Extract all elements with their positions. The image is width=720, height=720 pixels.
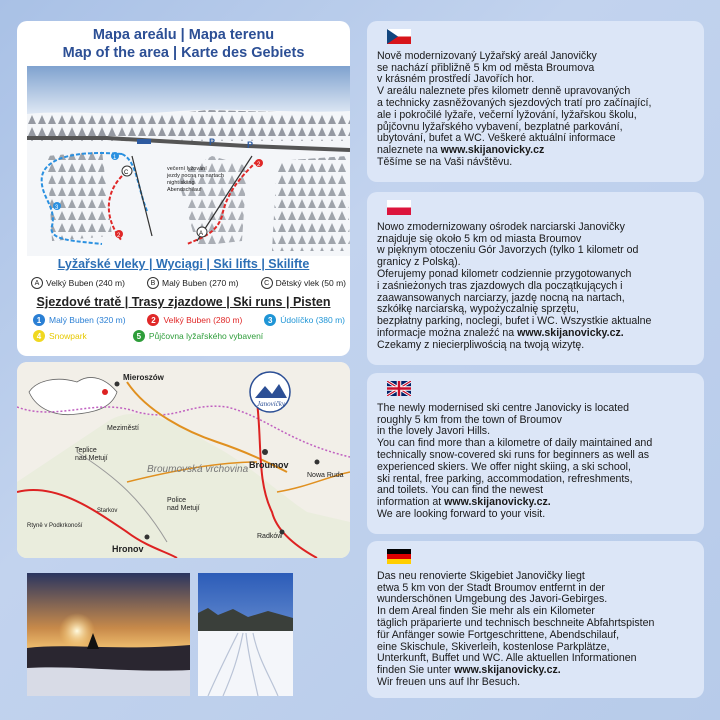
panel-czech xyxy=(367,21,704,182)
svg-text:nad Metují: nad Metují xyxy=(75,455,108,462)
svg-text:nad Metují: nad Metují xyxy=(167,505,200,512)
text-polish: Nowo zmodernizowany ośrodek narciarski Janovičky znajduje się około 5 km od miasta Broumov w pięknym otoczeniu Gór Javorzych (tylko 1 kilometr od granicy z Polską). Oferujemy ponad kilometr codziennie przygotowanych i zaśnieżonych tras zjazdowych dla początkujących i zaawansowanych narciarzy, jazdę nocną na nartach, szkółkę narciarską, wypożyczalnię sprzętu, bezpłatny parking, noclegi, bufet i WC. Wszystkie aktualne informacje można znaleźć na www.skijanovicky.cz. Czekamy z niecierpliwością na twoją wizytę. xyxy=(377,220,652,351)
svg-text:P: P xyxy=(209,137,216,147)
sunset-photo xyxy=(27,573,190,696)
svg-text:Teplice: Teplice xyxy=(75,447,97,454)
german-flag-icon xyxy=(387,549,411,564)
lift-item-c: C Dětský vlek (50 m) xyxy=(261,277,346,289)
piste-map xyxy=(27,66,350,256)
polish-flag-icon xyxy=(387,200,411,215)
region-map xyxy=(17,362,350,558)
run-item-3: 3 Údolíčko (380 m) xyxy=(264,314,345,326)
run-item-2: 2 Velký Buben (280 m) xyxy=(147,314,242,326)
link-czech[interactable]: www.skijanovicky.cz xyxy=(440,144,545,157)
svg-text:Starkov: Starkov xyxy=(97,508,118,514)
uk-flag-icon xyxy=(387,381,411,396)
run-item-5: 5 Půjčovna lyžařského vybavení xyxy=(133,330,263,342)
link-polish[interactable]: www.skijanovicky.cz. xyxy=(517,326,624,339)
run-item-4: 4 Snowpark xyxy=(33,330,87,342)
text-german: Das neu renovierte Skigebiet Janovičky liegt etwa 5 km von der Stadt Broumov entfernt in der wunderschönen Umgebung des Javori-Gebirges. In dem Areal finden Sie mehr als ein Kilometer täglich präparierte und technisch beschneite Abfahrtspisten für Anfänger sowie Fortgeschrittene, Abendschilauf, eine Skischule, Skiverleih, kostenlose Parkplätze, Unterkunft, Buffet und WC. Alle aktuellen Informationen finden Sie unter www.skijanovicky.cz. Wir freuen uns auf Ihr Besuch. xyxy=(377,569,655,688)
czech-flag-icon xyxy=(387,29,411,44)
svg-text:C: C xyxy=(124,170,129,176)
svg-text:3: 3 xyxy=(55,205,59,211)
svg-text:večerní lyžování jezdy n: večerní lyžování jezdy nocną na nartach night skiing Abendschilauf xyxy=(167,166,224,193)
lift-item-a: A Velký Buben (240 m) xyxy=(31,277,125,289)
svg-text:Hronov: Hronov xyxy=(112,544,144,554)
svg-text:Broumovská vrchovina: Broumovská vrchovina xyxy=(147,464,249,475)
svg-text:1: 1 xyxy=(113,155,117,161)
map-title: Mapa areálu | Mapa terenu Map of the area | Karte des Gebiets xyxy=(62,27,305,61)
svg-text:2: 2 xyxy=(257,162,261,168)
piste-map-panel xyxy=(17,21,350,356)
svg-text:A: A xyxy=(199,231,204,237)
panel-polish xyxy=(367,192,704,365)
panel-german xyxy=(367,541,704,698)
svg-text:Meziměstí: Meziměstí xyxy=(107,425,139,432)
svg-text:Radków: Radków xyxy=(257,533,283,540)
runs-title: Sjezdové tratě | Trasy zjazdowe | Ski runs | Pisten xyxy=(36,295,331,309)
svg-text:Police: Police xyxy=(167,497,187,504)
region-map-svg xyxy=(17,362,350,558)
panel-english xyxy=(367,373,704,534)
lifts-title: Lyžařské vleky | Wyciągi | Ski lifts | Skilifte xyxy=(57,257,310,271)
ski-tracks-photo xyxy=(198,573,293,696)
svg-text:Mieroszów: Mieroszów xyxy=(123,373,164,382)
svg-text:Rtyně v Podkrkonoší: Rtyně v Podkrkonoší xyxy=(27,523,83,529)
runs-legend xyxy=(33,314,345,346)
svg-text:P: P xyxy=(247,140,254,150)
text-english: The newly modernised ski centre Janovicky is located roughly 5 km from the town of Broumov in the lovely Javori Hills. You can find more than a kilometre of daily maintained and technically snow-covered ski runs for beginners as well as experienced skiers. We offer night skiing, a ski school, ski rental, free parking, accommodation, refreshments, and toilets. You can find the newest information at www.skijanovicky.cz. We are looking forward to your visit. xyxy=(377,401,653,520)
link-german[interactable]: www.skijanovicky.cz. xyxy=(454,664,561,677)
svg-text:2: 2 xyxy=(117,233,121,239)
lift-item-b: B Malý Buben (270 m) xyxy=(147,277,239,289)
svg-text:Nowa Ruda: Nowa Ruda xyxy=(307,472,344,479)
svg-text:Janovičky: Janovičky xyxy=(257,400,285,408)
lifts-legend xyxy=(31,277,346,289)
text-czech: Nově modernizovaný Lyžařský areál Janovičky se nachází přibližně 5 km od města Broumova v krásném prostředí Javořích hor. V areálu naleznete přes kilometr denně upravovaných a technicky zasněžovaných sjezdových tratí pro začínající, ale i pokročilé lyžaře, večerní lyžování, lyžařskou školu, půjčovnu lyžařského vybavení, bezplatné parkování, ubytování, bufet a WC. Veškeré aktuální informace naleznete na www.skijanovicky.cz Těšíme se na Vaši návštěvu. xyxy=(377,49,652,168)
run-item-1: 1 Malý Buben (320 m) xyxy=(33,314,126,326)
svg-text:Broumov: Broumov xyxy=(249,460,289,470)
link-english[interactable]: www.skijanovicky.cz. xyxy=(444,496,551,509)
